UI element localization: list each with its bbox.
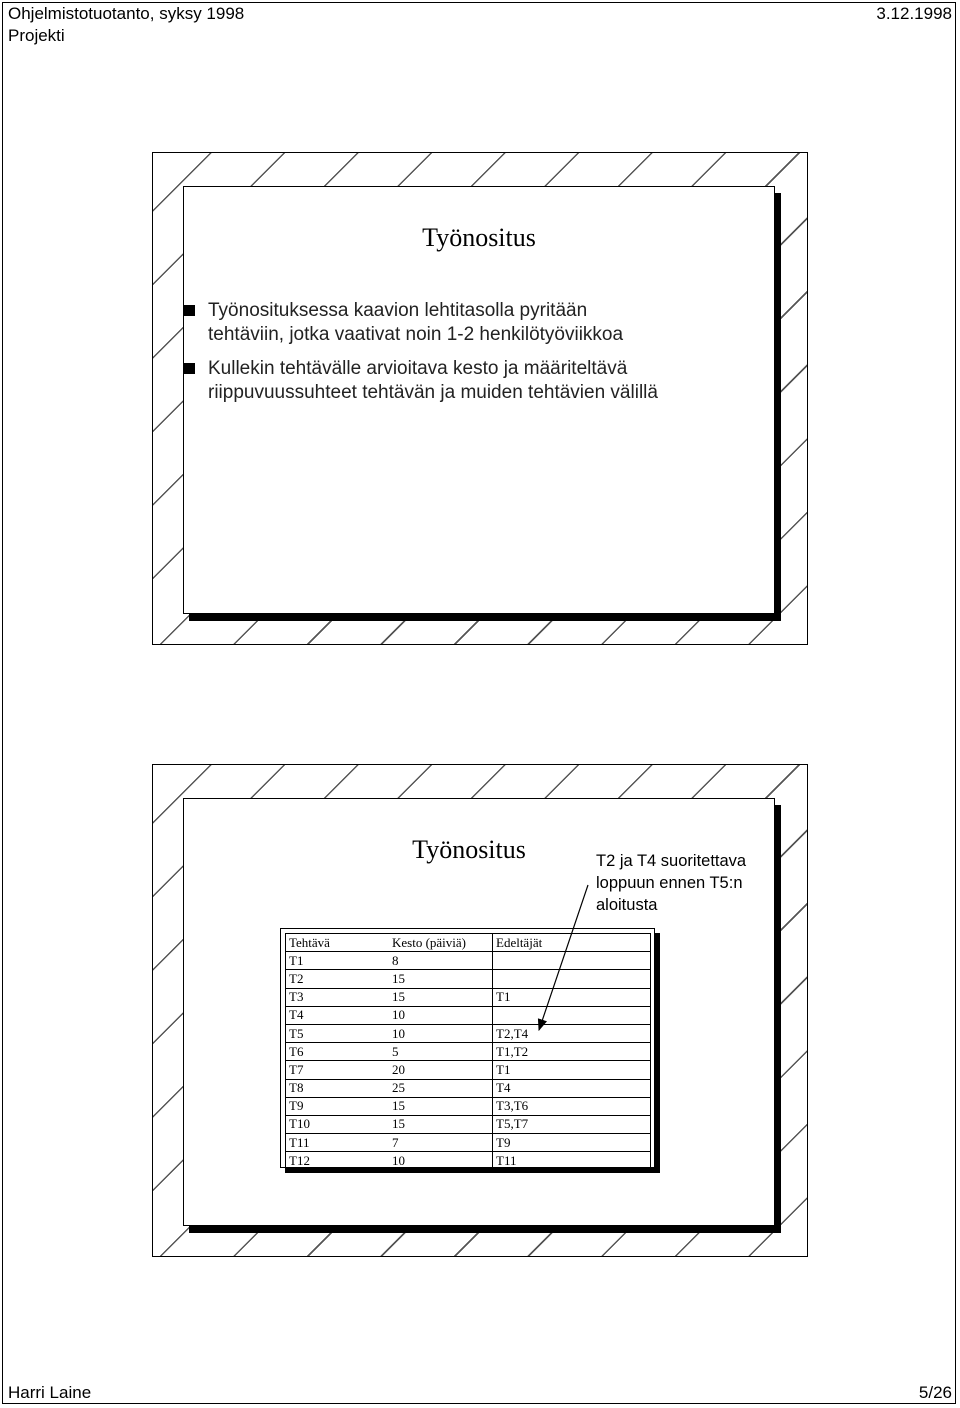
footer-page-number: 5/26 xyxy=(918,1383,952,1402)
task-cell: T4 xyxy=(286,1006,390,1024)
task-cell: T6 xyxy=(286,1043,390,1061)
bullet-2-line-2: riippuvuussuhteet tehtävän ja muiden tehtävien välillä xyxy=(208,382,658,403)
column-header-predecessors: Edeltäjät xyxy=(493,934,651,952)
bullet-square-icon xyxy=(184,363,195,374)
duration-cell: 10 xyxy=(389,1152,493,1170)
predecessors-cell: T2,T4 xyxy=(493,1024,651,1042)
slide1-title: Työnositus xyxy=(422,223,536,252)
duration-cell: 7 xyxy=(389,1134,493,1152)
predecessors-cell: T11 xyxy=(493,1152,651,1170)
task-cell: T3 xyxy=(286,988,390,1006)
slide2 xyxy=(183,798,775,1226)
task-cell: T2 xyxy=(286,970,390,988)
bullet-1-line-2: tehtäviin, jotka vaativat noin 1-2 henkilötyöviikkoa xyxy=(208,324,624,345)
slide2-title: Työnositus xyxy=(412,835,526,864)
duration-cell: 15 xyxy=(389,988,493,1006)
duration-cell: 15 xyxy=(389,1115,493,1133)
duration-cell: 25 xyxy=(389,1079,493,1097)
bullet-square-icon xyxy=(184,305,195,316)
predecessors-cell: T1 xyxy=(493,988,651,1006)
task-cell: T7 xyxy=(286,1061,390,1079)
slide1 xyxy=(183,186,775,614)
note-line-1: T2 ja T4 suoritettava xyxy=(596,852,747,870)
task-cell: T8 xyxy=(286,1079,390,1097)
duration-cell: 15 xyxy=(389,970,493,988)
duration-cell: 20 xyxy=(389,1061,493,1079)
header-date: 3.12.1998 xyxy=(876,4,952,23)
footer-author: Harri Laine xyxy=(8,1383,92,1402)
note-line-3: aloitusta xyxy=(596,896,658,914)
slide1-bullet-1 xyxy=(208,299,763,347)
header-course: Ohjelmistotuotanto, syksy 1998 xyxy=(8,4,245,23)
note-line-2: loppuun ennen T5:n xyxy=(596,874,743,892)
predecessors-cell: T5,T7 xyxy=(493,1115,651,1133)
task-cell: T5 xyxy=(286,1024,390,1042)
duration-cell: 10 xyxy=(389,1024,493,1042)
duration-cell: 15 xyxy=(389,1097,493,1115)
predecessors-cell: T1,T2 xyxy=(493,1043,651,1061)
duration-cell: 10 xyxy=(389,1006,493,1024)
predecessors-cell: T3,T6 xyxy=(493,1097,651,1115)
bullet-1-line-1: Työnosituksessa kaavion lehtitasolla pyritään xyxy=(208,300,588,321)
column-header-duration: Kesto (päiviä) xyxy=(389,934,493,952)
column-header-task: Tehtävä xyxy=(286,934,390,952)
bullet-2-line-1: Kullekin tehtävälle arvioitava kesto ja määriteltävä xyxy=(208,358,628,379)
header-section: Projekti xyxy=(8,26,65,45)
duration-cell: 8 xyxy=(389,952,493,970)
task-cell: T9 xyxy=(286,1097,390,1115)
predecessors-cell: T9 xyxy=(493,1134,651,1152)
task-cell: T1 xyxy=(286,952,390,970)
task-cell: T10 xyxy=(286,1115,390,1133)
task-cell: T12 xyxy=(286,1152,390,1170)
note-arrow xyxy=(184,799,776,1227)
slide1-bullet-2 xyxy=(208,357,763,405)
duration-cell: 5 xyxy=(389,1043,493,1061)
task-cell: T11 xyxy=(286,1134,390,1152)
predecessors-cell: T4 xyxy=(493,1079,651,1097)
predecessors-cell: T1 xyxy=(493,1061,651,1079)
